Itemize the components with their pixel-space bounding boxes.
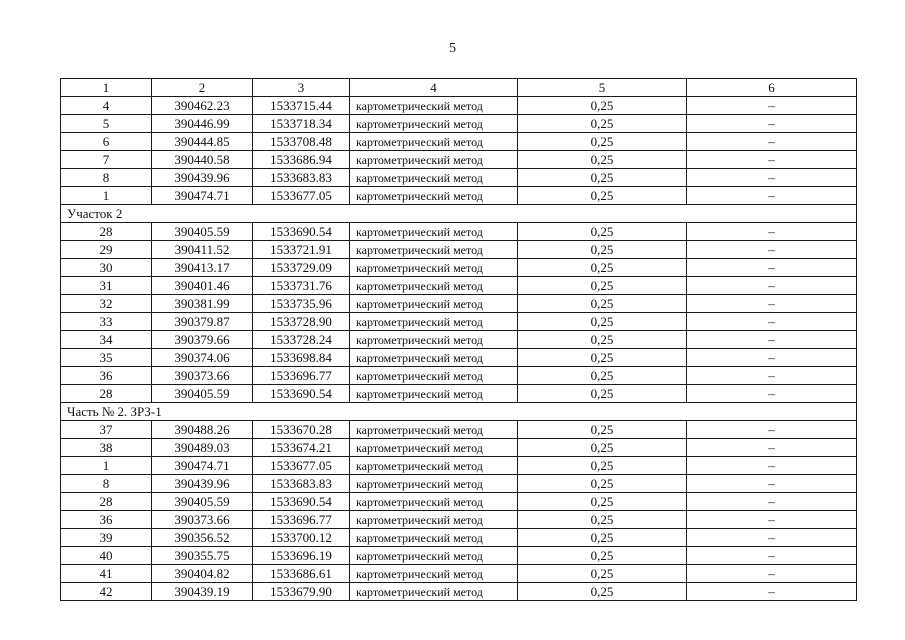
- method-cell: картометрический метод: [350, 367, 518, 385]
- method-cell: картометрический метод: [350, 493, 518, 511]
- table-row: [61, 169, 857, 187]
- x-coordinate-cell: 390355.75: [152, 547, 253, 565]
- method-cell: картометрический метод: [350, 529, 518, 547]
- y-coordinate-cell: 1533677.05: [253, 187, 350, 205]
- accuracy-cell: 0,25: [518, 187, 687, 205]
- description-cell: –: [687, 529, 857, 547]
- accuracy-cell: 0,25: [518, 331, 687, 349]
- column-header-x: 2: [152, 79, 253, 97]
- description-cell: –: [687, 331, 857, 349]
- accuracy-cell: 0,25: [518, 439, 687, 457]
- y-coordinate-cell: 1533690.54: [253, 385, 350, 403]
- x-coordinate-cell: 390488.26: [152, 421, 253, 439]
- y-coordinate-cell: 1533715.44: [253, 97, 350, 115]
- point-number-cell: 40: [61, 547, 152, 565]
- method-cell: картометрический метод: [350, 565, 518, 583]
- x-coordinate-cell: 390405.59: [152, 223, 253, 241]
- accuracy-cell: 0,25: [518, 97, 687, 115]
- column-header-description: 6: [687, 79, 857, 97]
- description-cell: –: [687, 493, 857, 511]
- point-number-cell: 37: [61, 421, 152, 439]
- method-cell: картометрический метод: [350, 151, 518, 169]
- y-coordinate-cell: 1533728.24: [253, 331, 350, 349]
- y-coordinate-cell: 1533718.34: [253, 115, 350, 133]
- description-cell: –: [687, 259, 857, 277]
- method-cell: картометрический метод: [350, 241, 518, 259]
- point-number-cell: 32: [61, 295, 152, 313]
- x-coordinate-cell: 390413.17: [152, 259, 253, 277]
- table-header-row: [61, 79, 857, 97]
- table-row: [61, 97, 857, 115]
- method-cell: картометрический метод: [350, 115, 518, 133]
- method-cell: картометрический метод: [350, 457, 518, 475]
- y-coordinate-cell: 1533696.77: [253, 511, 350, 529]
- table-row: [61, 259, 857, 277]
- y-coordinate-cell: 1533690.54: [253, 223, 350, 241]
- method-cell: картометрический метод: [350, 439, 518, 457]
- x-coordinate-cell: 390474.71: [152, 187, 253, 205]
- x-coordinate-cell: 390444.85: [152, 133, 253, 151]
- description-cell: –: [687, 295, 857, 313]
- method-cell: картометрический метод: [350, 547, 518, 565]
- method-cell: картометрический метод: [350, 421, 518, 439]
- x-coordinate-cell: 390379.66: [152, 331, 253, 349]
- method-cell: картометрический метод: [350, 313, 518, 331]
- y-coordinate-cell: 1533686.94: [253, 151, 350, 169]
- method-cell: картометрический метод: [350, 331, 518, 349]
- table-row: [61, 313, 857, 331]
- description-cell: –: [687, 133, 857, 151]
- accuracy-cell: 0,25: [518, 133, 687, 151]
- section-label: Участок 2: [61, 205, 857, 223]
- column-header-accuracy: 5: [518, 79, 687, 97]
- table-row: [61, 529, 857, 547]
- x-coordinate-cell: 390439.96: [152, 475, 253, 493]
- table-row: [61, 367, 857, 385]
- accuracy-cell: 0,25: [518, 583, 687, 601]
- x-coordinate-cell: 390374.06: [152, 349, 253, 367]
- point-number-cell: 35: [61, 349, 152, 367]
- y-coordinate-cell: 1533677.05: [253, 457, 350, 475]
- x-coordinate-cell: 390404.82: [152, 565, 253, 583]
- accuracy-cell: 0,25: [518, 421, 687, 439]
- method-cell: картометрический метод: [350, 133, 518, 151]
- point-number-cell: 38: [61, 439, 152, 457]
- point-number-cell: 4: [61, 97, 152, 115]
- y-coordinate-cell: 1533683.83: [253, 475, 350, 493]
- table-row: [61, 565, 857, 583]
- point-number-cell: 36: [61, 367, 152, 385]
- table-row: [61, 331, 857, 349]
- description-cell: –: [687, 349, 857, 367]
- section-label: Часть № 2. ЗРЗ-1: [61, 403, 857, 421]
- point-number-cell: 6: [61, 133, 152, 151]
- point-number-cell: 7: [61, 151, 152, 169]
- point-number-cell: 1: [61, 457, 152, 475]
- table-row: [61, 133, 857, 151]
- description-cell: –: [687, 367, 857, 385]
- y-coordinate-cell: 1533683.83: [253, 169, 350, 187]
- accuracy-cell: 0,25: [518, 259, 687, 277]
- table-row: [61, 151, 857, 169]
- description-cell: –: [687, 511, 857, 529]
- table-row: [61, 475, 857, 493]
- description-cell: –: [687, 439, 857, 457]
- accuracy-cell: 0,25: [518, 241, 687, 259]
- accuracy-cell: 0,25: [518, 385, 687, 403]
- table-row: [61, 421, 857, 439]
- method-cell: картометрический метод: [350, 169, 518, 187]
- table-row: [61, 457, 857, 475]
- column-header-y: 3: [253, 79, 350, 97]
- y-coordinate-cell: 1533735.96: [253, 295, 350, 313]
- accuracy-cell: 0,25: [518, 457, 687, 475]
- page-number: 5: [449, 41, 456, 56]
- point-number-cell: 33: [61, 313, 152, 331]
- accuracy-cell: 0,25: [518, 529, 687, 547]
- point-number-cell: 34: [61, 331, 152, 349]
- coordinates-table-body: [61, 79, 857, 601]
- point-number-cell: 1: [61, 187, 152, 205]
- point-number-cell: 28: [61, 385, 152, 403]
- description-cell: –: [687, 241, 857, 259]
- table-row: [61, 511, 857, 529]
- accuracy-cell: 0,25: [518, 367, 687, 385]
- y-coordinate-cell: 1533679.90: [253, 583, 350, 601]
- point-number-cell: 5: [61, 115, 152, 133]
- table-row: [61, 115, 857, 133]
- method-cell: картометрический метод: [350, 259, 518, 277]
- table-row: [61, 187, 857, 205]
- accuracy-cell: 0,25: [518, 223, 687, 241]
- table-row: [61, 277, 857, 295]
- accuracy-cell: 0,25: [518, 115, 687, 133]
- column-header-point-number: 1: [61, 79, 152, 97]
- x-coordinate-cell: 390489.03: [152, 439, 253, 457]
- y-coordinate-cell: 1533700.12: [253, 529, 350, 547]
- table-row: [61, 583, 857, 601]
- table-row: [61, 493, 857, 511]
- y-coordinate-cell: 1533674.21: [253, 439, 350, 457]
- point-number-cell: 41: [61, 565, 152, 583]
- accuracy-cell: 0,25: [518, 565, 687, 583]
- accuracy-cell: 0,25: [518, 547, 687, 565]
- method-cell: картометрический метод: [350, 223, 518, 241]
- x-coordinate-cell: 390405.59: [152, 385, 253, 403]
- section-row: [61, 205, 857, 223]
- x-coordinate-cell: 390356.52: [152, 529, 253, 547]
- y-coordinate-cell: 1533721.91: [253, 241, 350, 259]
- description-cell: –: [687, 565, 857, 583]
- accuracy-cell: 0,25: [518, 313, 687, 331]
- description-cell: –: [687, 421, 857, 439]
- point-number-cell: 36: [61, 511, 152, 529]
- x-coordinate-cell: 390381.99: [152, 295, 253, 313]
- x-coordinate-cell: 390373.66: [152, 511, 253, 529]
- x-coordinate-cell: 390446.99: [152, 115, 253, 133]
- table-row: [61, 439, 857, 457]
- y-coordinate-cell: 1533670.28: [253, 421, 350, 439]
- y-coordinate-cell: 1533698.84: [253, 349, 350, 367]
- accuracy-cell: 0,25: [518, 151, 687, 169]
- y-coordinate-cell: 1533708.48: [253, 133, 350, 151]
- method-cell: картометрический метод: [350, 97, 518, 115]
- method-cell: картометрический метод: [350, 475, 518, 493]
- point-number-cell: 31: [61, 277, 152, 295]
- description-cell: –: [687, 97, 857, 115]
- column-header-method: 4: [350, 79, 518, 97]
- y-coordinate-cell: 1533696.77: [253, 367, 350, 385]
- table-row: [61, 547, 857, 565]
- point-number-cell: 30: [61, 259, 152, 277]
- description-cell: –: [687, 169, 857, 187]
- table-row: [61, 385, 857, 403]
- method-cell: картометрический метод: [350, 583, 518, 601]
- y-coordinate-cell: 1533728.90: [253, 313, 350, 331]
- x-coordinate-cell: 390373.66: [152, 367, 253, 385]
- description-cell: –: [687, 385, 857, 403]
- y-coordinate-cell: 1533686.61: [253, 565, 350, 583]
- coordinates-table: [60, 78, 857, 601]
- x-coordinate-cell: 390405.59: [152, 493, 253, 511]
- x-coordinate-cell: 390440.58: [152, 151, 253, 169]
- x-coordinate-cell: 390439.19: [152, 583, 253, 601]
- description-cell: –: [687, 475, 857, 493]
- y-coordinate-cell: 1533690.54: [253, 493, 350, 511]
- description-cell: –: [687, 151, 857, 169]
- method-cell: картометрический метод: [350, 349, 518, 367]
- x-coordinate-cell: 390379.87: [152, 313, 253, 331]
- section-row: [61, 403, 857, 421]
- accuracy-cell: 0,25: [518, 493, 687, 511]
- table-row: [61, 349, 857, 367]
- description-cell: –: [687, 187, 857, 205]
- description-cell: –: [687, 223, 857, 241]
- description-cell: –: [687, 583, 857, 601]
- table-row: [61, 295, 857, 313]
- point-number-cell: 28: [61, 493, 152, 511]
- accuracy-cell: 0,25: [518, 475, 687, 493]
- point-number-cell: 8: [61, 169, 152, 187]
- description-cell: –: [687, 277, 857, 295]
- y-coordinate-cell: 1533731.76: [253, 277, 350, 295]
- method-cell: картометрический метод: [350, 295, 518, 313]
- description-cell: –: [687, 457, 857, 475]
- x-coordinate-cell: 390439.96: [152, 169, 253, 187]
- description-cell: –: [687, 115, 857, 133]
- accuracy-cell: 0,25: [518, 349, 687, 367]
- point-number-cell: 42: [61, 583, 152, 601]
- method-cell: картометрический метод: [350, 277, 518, 295]
- description-cell: –: [687, 547, 857, 565]
- accuracy-cell: 0,25: [518, 511, 687, 529]
- method-cell: картометрический метод: [350, 511, 518, 529]
- point-number-cell: 28: [61, 223, 152, 241]
- table-row: [61, 223, 857, 241]
- x-coordinate-cell: 390462.23: [152, 97, 253, 115]
- accuracy-cell: 0,25: [518, 295, 687, 313]
- point-number-cell: 8: [61, 475, 152, 493]
- y-coordinate-cell: 1533729.09: [253, 259, 350, 277]
- x-coordinate-cell: 390474.71: [152, 457, 253, 475]
- description-cell: –: [687, 313, 857, 331]
- point-number-cell: 39: [61, 529, 152, 547]
- point-number-cell: 29: [61, 241, 152, 259]
- accuracy-cell: 0,25: [518, 169, 687, 187]
- x-coordinate-cell: 390401.46: [152, 277, 253, 295]
- method-cell: картометрический метод: [350, 385, 518, 403]
- y-coordinate-cell: 1533696.19: [253, 547, 350, 565]
- table-row: [61, 241, 857, 259]
- x-coordinate-cell: 390411.52: [152, 241, 253, 259]
- method-cell: картометрический метод: [350, 187, 518, 205]
- accuracy-cell: 0,25: [518, 277, 687, 295]
